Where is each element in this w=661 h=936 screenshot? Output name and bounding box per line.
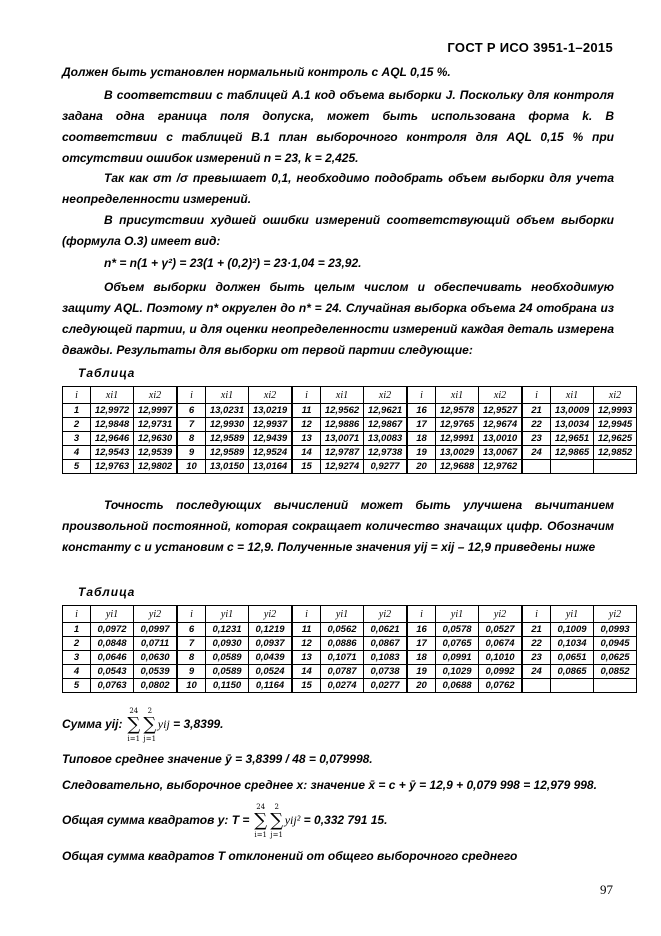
table-cell: 0,0787 — [321, 665, 364, 679]
table-cell: 13,0083 — [364, 432, 408, 446]
table-cell: 15 — [292, 460, 321, 474]
table-cell: 22 — [522, 418, 551, 432]
table-cell: 6 — [177, 404, 206, 418]
table-cell: 11 — [292, 623, 321, 637]
table-cell: 0,1071 — [321, 651, 364, 665]
table-cell: 12,9852 — [594, 446, 637, 460]
table-cell: 0,0992 — [479, 665, 523, 679]
table-row — [63, 679, 637, 693]
table-cell: 20 — [407, 679, 436, 693]
table-cell: 0,0993 — [594, 623, 637, 637]
table-cell: 0,0738 — [364, 665, 408, 679]
table-cell: 18 — [407, 432, 436, 446]
table-cell: 0,0621 — [364, 623, 408, 637]
table-cell: 13 — [292, 432, 321, 446]
mean-y-line: Типовое среднее значение ȳ = 3,8399 / 48 = 0,079998. — [62, 752, 373, 766]
table-cell: 0,0589 — [206, 665, 249, 679]
table-cell: 0,0578 — [436, 623, 479, 637]
table-cell: 12,9997 — [134, 404, 178, 418]
table-row — [63, 432, 637, 446]
table-cell: 14 — [292, 665, 321, 679]
table-row — [63, 623, 637, 637]
table-cell: 0,1029 — [436, 665, 479, 679]
paragraph-worst-error: В присутствии худшей ошибки измерений соответствующий объем выборки (формула О.3) имеет вид: — [62, 213, 614, 248]
table-cell: 12,9543 — [91, 446, 134, 460]
header-cell: i — [177, 606, 206, 623]
table-cell: 12,9937 — [249, 418, 293, 432]
table-cell: 9 — [177, 446, 206, 460]
table-cell: 24 — [522, 446, 551, 460]
table-cell: 3 — [63, 432, 91, 446]
header-cell: yi2 — [134, 606, 178, 623]
table-cell: 12,9867 — [364, 418, 408, 432]
table-cell: 12,9524 — [249, 446, 293, 460]
table-cell: 12,9991 — [436, 432, 479, 446]
page-number: 97 — [600, 882, 613, 897]
table-cell: 0,0972 — [91, 623, 134, 637]
sum-symbol-inner-sq: ∑ 2 j=1 — [270, 803, 284, 839]
table-cell: 0,1083 — [364, 651, 408, 665]
table-cell: 13,0034 — [551, 418, 594, 432]
table-cell: 17 — [407, 637, 436, 651]
sum-result: = 3,8399. — [173, 717, 224, 732]
table-cell: 0,0763 — [91, 679, 134, 693]
table-row — [63, 651, 637, 665]
header-cell: xi1 — [436, 387, 479, 404]
table-cell: 0,0674 — [479, 637, 523, 651]
table-cell: 0,0651 — [551, 651, 594, 665]
header-cell: yi2 — [479, 606, 523, 623]
header-cell: i — [522, 387, 551, 404]
table-cell: 9 — [177, 665, 206, 679]
table-cell: 11 — [292, 404, 321, 418]
document-header: ГОСТ Р ИСО 3951-1–2015 — [447, 40, 613, 55]
table-header-row — [63, 606, 637, 623]
table-cell: 0,0562 — [321, 623, 364, 637]
header-cell: xi2 — [594, 387, 637, 404]
table-cell: 13,0010 — [479, 432, 523, 446]
table-cell: 0,0937 — [249, 637, 293, 651]
table-cell: 0,1034 — [551, 637, 594, 651]
table-header-row — [63, 387, 637, 404]
table-cell: 12,9630 — [134, 432, 178, 446]
table-cell: 12,9651 — [551, 432, 594, 446]
table-cell: 12,9539 — [134, 446, 178, 460]
table-cell: 20 — [407, 460, 436, 474]
table-cell: 12,9589 — [206, 432, 249, 446]
table-cell: 0,0711 — [134, 637, 178, 651]
table-cell: 12,9625 — [594, 432, 637, 446]
sum-squares-formula — [62, 803, 388, 839]
table-cell: 0,0886 — [321, 637, 364, 651]
table-cell: 21 — [522, 623, 551, 637]
table-cell: 19 — [407, 665, 436, 679]
table-cell: 16 — [407, 623, 436, 637]
table-cell: 0,0802 — [134, 679, 178, 693]
table-cell: 12,9621 — [364, 404, 408, 418]
table-cell: 0,1219 — [249, 623, 293, 637]
header-cell: yi1 — [321, 606, 364, 623]
table-cell: 0,0543 — [91, 665, 134, 679]
table-cell: 0,0848 — [91, 637, 134, 651]
table-cell: 0,0625 — [594, 651, 637, 665]
table-cell: 0,1231 — [206, 623, 249, 637]
table-cell: 4 — [63, 446, 91, 460]
table-cell: 12,9439 — [249, 432, 293, 446]
table-cell: 0,0524 — [249, 665, 293, 679]
header-cell: i — [407, 606, 436, 623]
table-cell: 12 — [292, 637, 321, 651]
table-cell: 24 — [522, 665, 551, 679]
table-row — [63, 446, 637, 460]
table-cell: 0,0762 — [479, 679, 523, 693]
table-cell: 5 — [63, 679, 91, 693]
table-cell: 12,9674 — [479, 418, 523, 432]
table-row — [63, 637, 637, 651]
table-cell: 12,9589 — [206, 446, 249, 460]
table-cell: 12,9765 — [436, 418, 479, 432]
table-cell: 12,9527 — [479, 404, 523, 418]
header-cell: yi1 — [436, 606, 479, 623]
table-cell: 3 — [63, 651, 91, 665]
header-cell: i — [407, 387, 436, 404]
table-cell: 8 — [177, 651, 206, 665]
table-cell: 13 — [292, 651, 321, 665]
table-cell: 12,9865 — [551, 446, 594, 460]
paragraph-deviations: Общая сумма квадратов T отклонений от общего выборочного среднего — [62, 849, 518, 863]
table-cell: 16 — [407, 404, 436, 418]
sum-symbol-outer-sq: ∑ 24 i=1 — [254, 803, 268, 839]
table-cell: 14 — [292, 446, 321, 460]
table-cell: 0,0991 — [436, 651, 479, 665]
table-cell: 0,0997 — [134, 623, 178, 637]
header-cell: i — [63, 387, 91, 404]
sum-label: Сумма yij: — [62, 717, 123, 732]
table-cell: 0,0439 — [249, 651, 293, 665]
table-cell: 12,9274 — [321, 460, 364, 474]
sum-symbol-inner: ∑ 2 j=1 — [143, 707, 157, 743]
table-cell: 0,0539 — [134, 665, 178, 679]
table-cell: 0,0852 — [594, 665, 637, 679]
table-cell: 18 — [407, 651, 436, 665]
table-cell: 21 — [522, 404, 551, 418]
table-cell: 12 — [292, 418, 321, 432]
table-caption-y: Таблица — [78, 585, 136, 599]
table-cell: 12,9578 — [436, 404, 479, 418]
header-cell: yi1 — [91, 606, 134, 623]
table-cell: 12,9787 — [321, 446, 364, 460]
table-cell: 13,0009 — [551, 404, 594, 418]
table-cell: 15 — [292, 679, 321, 693]
table-cell: 12,9762 — [479, 460, 523, 474]
header-cell: yi2 — [364, 606, 408, 623]
table-cell: 12,9802 — [134, 460, 178, 474]
table-cell: 6 — [177, 623, 206, 637]
table-cell: 0,0688 — [436, 679, 479, 693]
table-cell: 0,0865 — [551, 665, 594, 679]
sum-term: yij — [157, 717, 170, 732]
table-cell: 19 — [407, 446, 436, 460]
table-cell: 0,0930 — [206, 637, 249, 651]
table-cell — [594, 460, 637, 474]
table-cell: 5 — [63, 460, 91, 474]
table-cell: 22 — [522, 637, 551, 651]
table-cell: 12,9930 — [206, 418, 249, 432]
table-cell: 12,9731 — [134, 418, 178, 432]
table-cell: 13,0071 — [321, 432, 364, 446]
table-cell: 0,1164 — [249, 679, 293, 693]
table-cell — [594, 679, 637, 693]
header-cell: xi2 — [249, 387, 293, 404]
values-table-y — [62, 605, 637, 693]
table-row — [63, 665, 637, 679]
paragraph-uncertainty: Так как σm /σ превышает 0,1, необходимо подобрать объем выборки для учета неопределенности измерений. — [62, 171, 614, 206]
table-cell: 12,9886 — [321, 418, 364, 432]
header-cell: xi1 — [551, 387, 594, 404]
header-cell: xi2 — [134, 387, 178, 404]
header-cell: yi1 — [551, 606, 594, 623]
table-cell — [551, 460, 594, 474]
table-cell: 0,0630 — [134, 651, 178, 665]
header-cell: yi2 — [249, 606, 293, 623]
mean-x-line: Следовательно, выборочное среднее x: значение x̄ = c + ȳ = 12,9 + 0,079 998 = 12,979 998. — [62, 778, 597, 792]
table-cell: 13,0150 — [206, 460, 249, 474]
table-cell — [551, 679, 594, 693]
sum-symbol-outer: ∑ 24 i=1 — [127, 707, 141, 743]
paragraph-constant: Точность последующих вычислений может быть улучшена вычитанием произвольной постоянной, которая сокращает количество значащих цифр. Обозначим константу c и установим c = 12,9. Полученные значения yij = xij – 12,9 приведены ниже — [62, 498, 614, 554]
sum-squares-result: = 0,332 791 15. — [303, 813, 388, 828]
table-cell: 13,0231 — [206, 404, 249, 418]
sum-squares-label: Общая сумма квадратов y: T = — [62, 813, 250, 828]
header-cell: i — [292, 387, 321, 404]
table-cell: 0,1010 — [479, 651, 523, 665]
table-cell: 10 — [177, 460, 206, 474]
table-cell: 12,9688 — [436, 460, 479, 474]
table-cell: 12,9763 — [91, 460, 134, 474]
table-cell: 0,0765 — [436, 637, 479, 651]
table-cell: 0,0646 — [91, 651, 134, 665]
table-cell: 12,9972 — [91, 404, 134, 418]
table-cell: 0,0589 — [206, 651, 249, 665]
table-cell: 23 — [522, 651, 551, 665]
table-cell: 7 — [177, 637, 206, 651]
table-cell: 12,9738 — [364, 446, 408, 460]
paragraph-control: Должен быть установлен нормальный контроль с AQL 0,15 %. — [62, 65, 451, 79]
table-cell: 10 — [177, 679, 206, 693]
table-cell: 1 — [63, 623, 91, 637]
table-cell: 12,9993 — [594, 404, 637, 418]
table-cell: 0,9277 — [364, 460, 408, 474]
table-cell — [522, 460, 551, 474]
table-cell: 2 — [63, 418, 91, 432]
table-cell: 0,1009 — [551, 623, 594, 637]
table-cell: 8 — [177, 432, 206, 446]
table-cell: 12,9562 — [321, 404, 364, 418]
header-cell: i — [292, 606, 321, 623]
table-row — [63, 404, 637, 418]
measurements-table-x — [62, 386, 637, 474]
header-cell: xi1 — [206, 387, 249, 404]
table-cell: 2 — [63, 637, 91, 651]
table-cell: 7 — [177, 418, 206, 432]
table-cell: 1 — [63, 404, 91, 418]
table-cell: 0,0527 — [479, 623, 523, 637]
header-cell: xi2 — [479, 387, 523, 404]
header-cell: yi2 — [594, 606, 637, 623]
table-cell: 12,9945 — [594, 418, 637, 432]
table-cell: 13,0219 — [249, 404, 293, 418]
header-cell: i — [177, 387, 206, 404]
table-cell — [522, 679, 551, 693]
table-cell: 0,0945 — [594, 637, 637, 651]
header-cell: xi2 — [364, 387, 408, 404]
header-cell: i — [63, 606, 91, 623]
table-row — [63, 418, 637, 432]
table-cell: 12,9848 — [91, 418, 134, 432]
paragraph-rounding: Объем выборки должен быть целым числом и обеспечивать необходимую защиту AQL. Поэтому n* округлен до n* = 24. Случайная выборка объема 24 отобрана из следующей партии, и для оценки неопределенности измерений каждая деталь измерена дважды. Результаты для выборки от первой партии следующие: — [62, 280, 614, 357]
table-cell: 0,1150 — [206, 679, 249, 693]
table-cell: 0,0867 — [364, 637, 408, 651]
table-cell: 4 — [63, 665, 91, 679]
table-cell: 12,9646 — [91, 432, 134, 446]
sum-squares-term: yij² — [284, 813, 301, 828]
table-cell: 13,0029 — [436, 446, 479, 460]
sum-formula — [62, 707, 224, 743]
table-cell: 17 — [407, 418, 436, 432]
table-cell: 23 — [522, 432, 551, 446]
table-caption-x: Таблица — [78, 366, 136, 380]
header-cell: yi1 — [206, 606, 249, 623]
table-cell: 0,0277 — [364, 679, 408, 693]
header-cell: i — [522, 606, 551, 623]
formula-sample-size: n* = n(1 + γ²) = 23(1 + (0,2)²) = 23·1,04 = 23,92. — [104, 256, 362, 270]
table-row — [63, 460, 637, 474]
header-cell: xi1 — [321, 387, 364, 404]
table-cell: 0,0274 — [321, 679, 364, 693]
paragraph-sample-code: В соответствии с таблицей А.1 код объема выборки J. Поскольку для контроля задана одна граница поля допуска, может быть использована форма k. В соответствии с таблицей В.1 план выборочного контроля для AQL 0,15 % при отсутствии ошибок измерений n = 23, k = 2,425. — [62, 88, 614, 165]
table-cell: 13,0164 — [249, 460, 293, 474]
header-cell: xi1 — [91, 387, 134, 404]
table-cell: 13,0067 — [479, 446, 523, 460]
